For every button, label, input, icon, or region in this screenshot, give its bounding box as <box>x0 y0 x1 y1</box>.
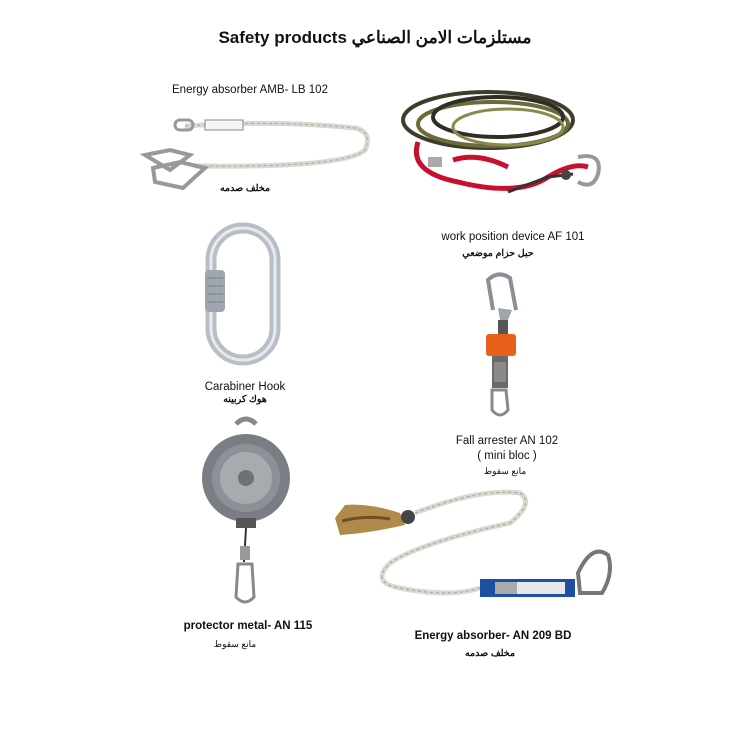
product-name: Carabiner Hook <box>204 381 286 393</box>
work-position-rope-image <box>398 82 618 212</box>
energy-absorber-hook-lanyard-image <box>330 483 615 623</box>
fall-arrester-mini-bloc-image <box>478 270 528 420</box>
product-arabic: مانع سقوط <box>483 466 527 476</box>
page-title: Safety products مستلزمات الامن الصناعي <box>218 28 532 47</box>
product-name: Energy absorber AMB- LB 102 <box>172 84 328 96</box>
product-arabic: حبل حزام موضعي <box>462 248 534 259</box>
product-name: protector metal- AN 115 <box>183 620 313 632</box>
product-name: Energy absorber- AN 209 BD <box>414 630 572 642</box>
product-name: Fall arrester AN 102 <box>455 435 559 447</box>
carabiner-hook-image <box>203 222 283 367</box>
product-arabic: مخلف صدمه <box>464 648 516 659</box>
product-subname: ( mini bloc ) <box>477 450 537 462</box>
retractable-protector-image <box>198 412 298 612</box>
product-arabic: هوك كربينه <box>223 394 267 405</box>
product-arabic: مانع سقوط <box>213 639 257 649</box>
product-name: work position device AF 101 <box>441 231 585 243</box>
product-arabic: مخلف صدمه <box>219 183 271 194</box>
